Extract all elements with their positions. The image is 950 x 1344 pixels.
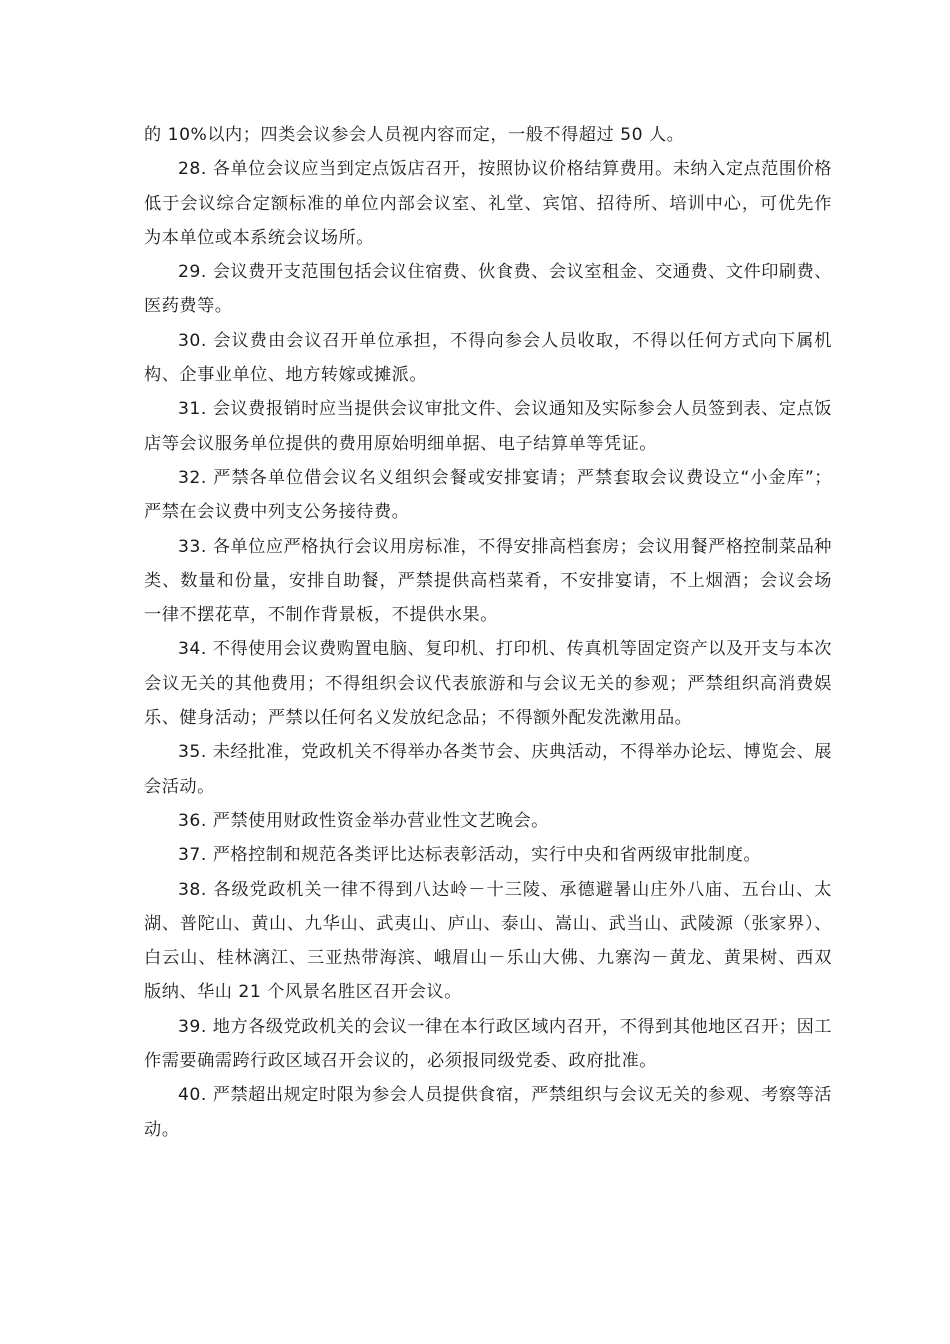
clause-30: 30. 会议费由会议召开单位承担，不得向参会人员收取，不得以任何方式向下属机构、企事业单位、地方转嫁或摊派。 xyxy=(144,330,832,386)
clause-39: 39. 地方各级党政机关的会议一律在本行政区域内召开，不得到其他地区召开；因工作需要确需跨行政区域召开会议的，必须报同级党委、政府批准。 xyxy=(144,1016,832,1072)
clause-28: 28. 各单位会议应当到定点饭店召开，按照协议价格结算费用。未纳入定点范围价格低于会议综合定额标准的单位内部会议室、礼堂、宾馆、招待所、培训中心，可优先作为本单位或本系统会议场所。 xyxy=(144,159,832,248)
clause-31: 31. 会议费报销时应当提供会议审批文件、会议通知及实际参会人员签到表、定点饭店等会议服务单位提供的费用原始明细单据、电子结算单等凭证。 xyxy=(144,399,832,454)
clause-29: 29. 会议费开支范围包括会议住宿费、伙食费、会议室租金、交通费、文件印刷费、医药费等。 xyxy=(144,262,832,317)
clause-37: 37. 严格控制和规范各类评比达标表彰活动，实行中央和省两级审批制度。 xyxy=(178,845,762,866)
continuation-text: 的 10%以内；四类会议参会人员视内容而定，一般不得超过 50 人。 xyxy=(144,125,685,145)
clause-40: 40. 严禁超出规定时限为参会人员提供食宿，严禁组织与会议无关的参观、考察等活动。 xyxy=(144,1085,832,1140)
clause-36: 36. 严禁使用财政性资金举办营业性文艺晚会。 xyxy=(178,810,549,831)
clause-35: 35. 未经批准，党政机关不得举办各类节会、庆典活动，不得举办论坛、博览会、展会活动。 xyxy=(144,742,832,797)
clause-33: 33. 各单位应严格执行会议用房标准，不得安排高档套房；会议用餐严格控制菜品种类、数量和份量，安排自助餐，严禁提供高档菜肴，不安排宴请，不上烟酒；会议会场一律不摆花草，不制作背景板，不提供水果。 xyxy=(144,536,832,626)
clause-34: 34. 不得使用会议费购置电脑、复印机、打印机、传真机等固定资产以及开支与本次会议无关的其他费用；不得组织会议代表旅游和与会议无关的参观；严禁组织高消费娱乐、健身活动；严禁以任何名义发放纪念品；不得额外配发洗漱用品。 xyxy=(144,639,832,729)
document-page xyxy=(144,118,832,1147)
clause-38: 38. 各级党政机关一律不得到八达岭－十三陵、承德避暑山庄外八庙、五台山、太湖、普陀山、黄山、九华山、武夷山、庐山、泰山、嵩山、武当山、武陵源（张家界）、白云山、桂林漓江、三亚热带海滨、峨眉山－乐山大佛、九寨沟－黄龙、黄果树、西双版纳、华山 21 个风景名胜区召开会议。 xyxy=(144,879,832,1003)
clause-32: 32. 严禁各单位借会议名义组织会餐或安排宴请；严禁套取会议费设立“小金库”；严禁在会议费中列支公务接待费。 xyxy=(144,467,832,523)
